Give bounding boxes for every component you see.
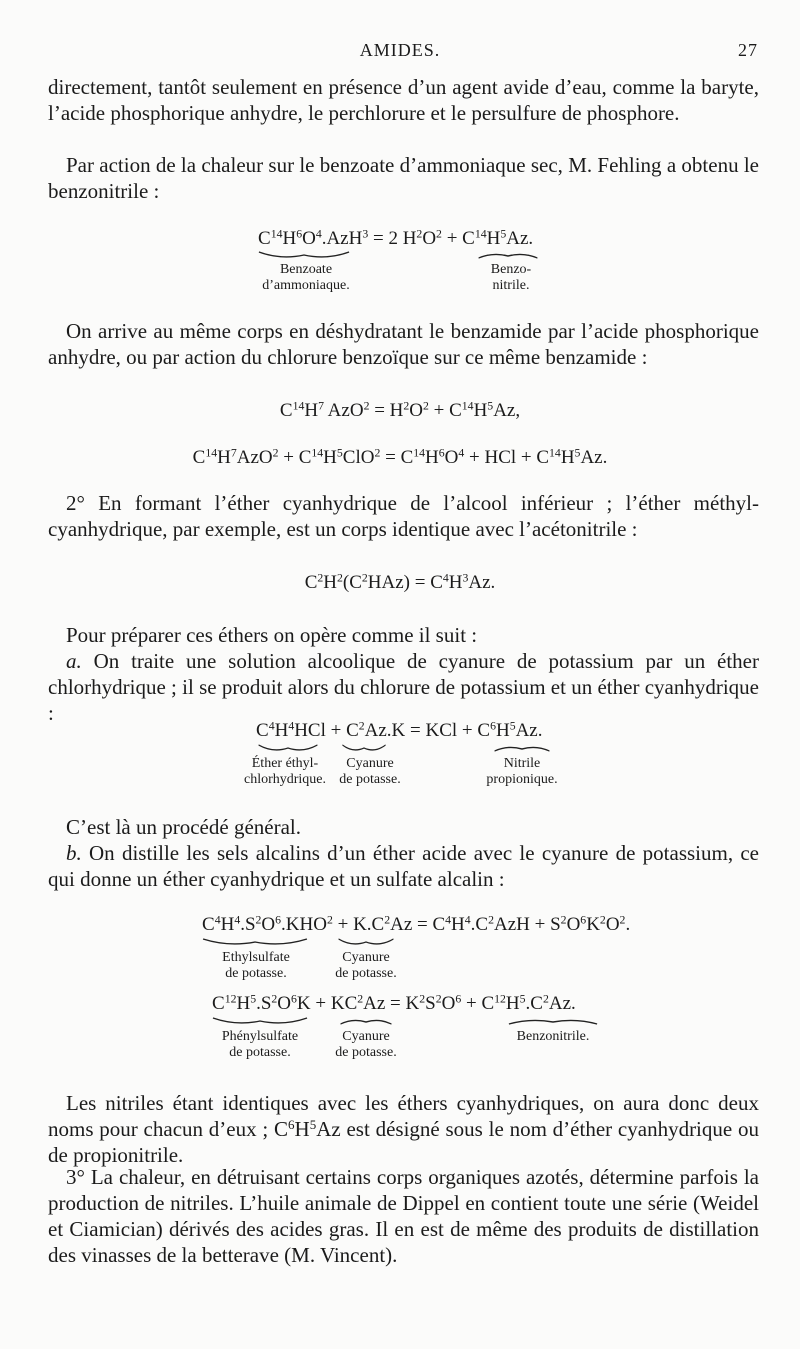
paragraph-2: Par action de la chaleur sur le benzoate d’ammoniaque sec, M. Fehling a obtenu le benzonitrile : [48, 153, 759, 203]
brace [338, 937, 394, 949]
label-cyanure-potasse: Cyanure de potasse. [335, 1029, 397, 1060]
label-benzonitrile: Benzonitrile. [516, 1029, 590, 1044]
brace [494, 743, 550, 755]
label-benzoate-ammoniaque: Benzoate d’ammoniaque. [262, 262, 350, 293]
equation-acetonitrile: $C^2H^2(C^2HAz) = C^4H^3Az$. [304, 571, 496, 593]
label-nitrile-propionique: Nitrile propionique. [486, 756, 558, 787]
paragraph-3: On arrive au même corps en déshydratant le benzamide par l’acide phosphorique anhydre, ou par action du chlorure benzoïque sur ce même benzamide : [48, 319, 759, 369]
running-title: AMIDES. [359, 40, 441, 60]
brace [340, 1016, 392, 1028]
brace [478, 250, 538, 262]
paragraph-8: b. On distille les sels alcalins d’un éther acide avec le cyanure de potassium, ce qui donne un éther cyanhydrique et un sulfate alcalin : [48, 841, 759, 891]
label-ether-ethyl-chlorhydrique: Éther éthyl- chlorhydrique. [243, 756, 327, 787]
paragraph-9: Les nitriles étant identiques avec les éthers cyanhydriques, on aura donc deux noms pour chacun d’eux ; $C^6H^5Az$ est désigné sous le nom d’éther cyanhydrique ou de propionitrile. [48, 1091, 759, 1167]
equation-nitrile-propionique: $C^4H^4HCl + C^2Az.K$ = KCl + $C^6H^5Az$. [256, 719, 543, 741]
label-benzonitrile: Benzo- nitrile. [490, 262, 532, 293]
brace [342, 743, 386, 755]
equation-chlorure-benzoique: $C^{14}H^7AzO^2 + C^{14}H^5ClO^2 = C^{14}H^6O^4$ + HCl + $C^{14}H^5Az$. [192, 446, 608, 468]
paragraph-5: Pour préparer ces éthers on opère comme il suit : [66, 623, 478, 647]
label-cyanure-potasse: Cyanure de potasse. [335, 950, 397, 981]
label-cyanure-potasse: Cyanure de potasse. [339, 756, 401, 787]
label-ethylsulfate-potasse: Ethylsulfate de potasse. [222, 950, 290, 981]
brace [258, 250, 350, 262]
equation-phenylsulfate: $C^{12}H^5.S^2O^6K + KC^2Az = K^2S^2O^6 + C^{12}H^5.C^2Az$. [212, 992, 576, 1014]
brace [508, 1016, 598, 1028]
brace [212, 1016, 308, 1028]
paragraph-7: C’est là un procédé général. [66, 815, 301, 839]
paragraph-6: a. On traite une solution alcoolique de cyanure de potassium par un éther chlorhydrique ; il se produit alors du chlorure de potassium et un éther cyanhydrique : [48, 649, 759, 725]
equation-benzamide-dehydration: $C^{14}H^7$ $AzO^2 = H^2O^2 + C^{14}H^5Az$, [279, 399, 521, 421]
brace [258, 743, 318, 755]
label-phenylsulfate-potasse: Phénylsulfate de potasse. [221, 1029, 299, 1060]
equation-ethylsulfate: $C^4H^4.S^2O^6.KHO^2 + K.C^2Az = C^4H^4.C^2AzH + S^2O^6K^2O^2$. [202, 913, 631, 935]
paragraph-4: 2° En formant l’éther cyanhydrique de l’alcool inférieur ; l’éther méthyl-cyanhydrique, par exemple, est un corps identique avec l’acétonitrile : [48, 491, 759, 541]
equation-benzonitrile: $C^{14}H^6O^4.AzH^3 = 2$ $H^2O^2 + C^{14}H^5Az$. [258, 227, 534, 249]
running-header [0, 40, 800, 68]
brace [202, 937, 308, 949]
paragraph-10: 3° La chaleur, en détruisant certains corps organiques azotés, détermine parfois la production de nitriles. L’huile animale de Dippel en contient toute une série (Weidel et Ciamician) dérivés des acides gras. Il en est de même des produits de distillation des vinasses de la betterave (M. Vincent). [48, 1165, 759, 1267]
page-number: 27 [738, 40, 758, 60]
paragraph-1: directement, tantôt seulement en présence d’un agent avide d’eau, comme la baryte, l’acide phosphorique anhydre, le perchlorure et le persulfure de phosphore. [48, 75, 759, 125]
